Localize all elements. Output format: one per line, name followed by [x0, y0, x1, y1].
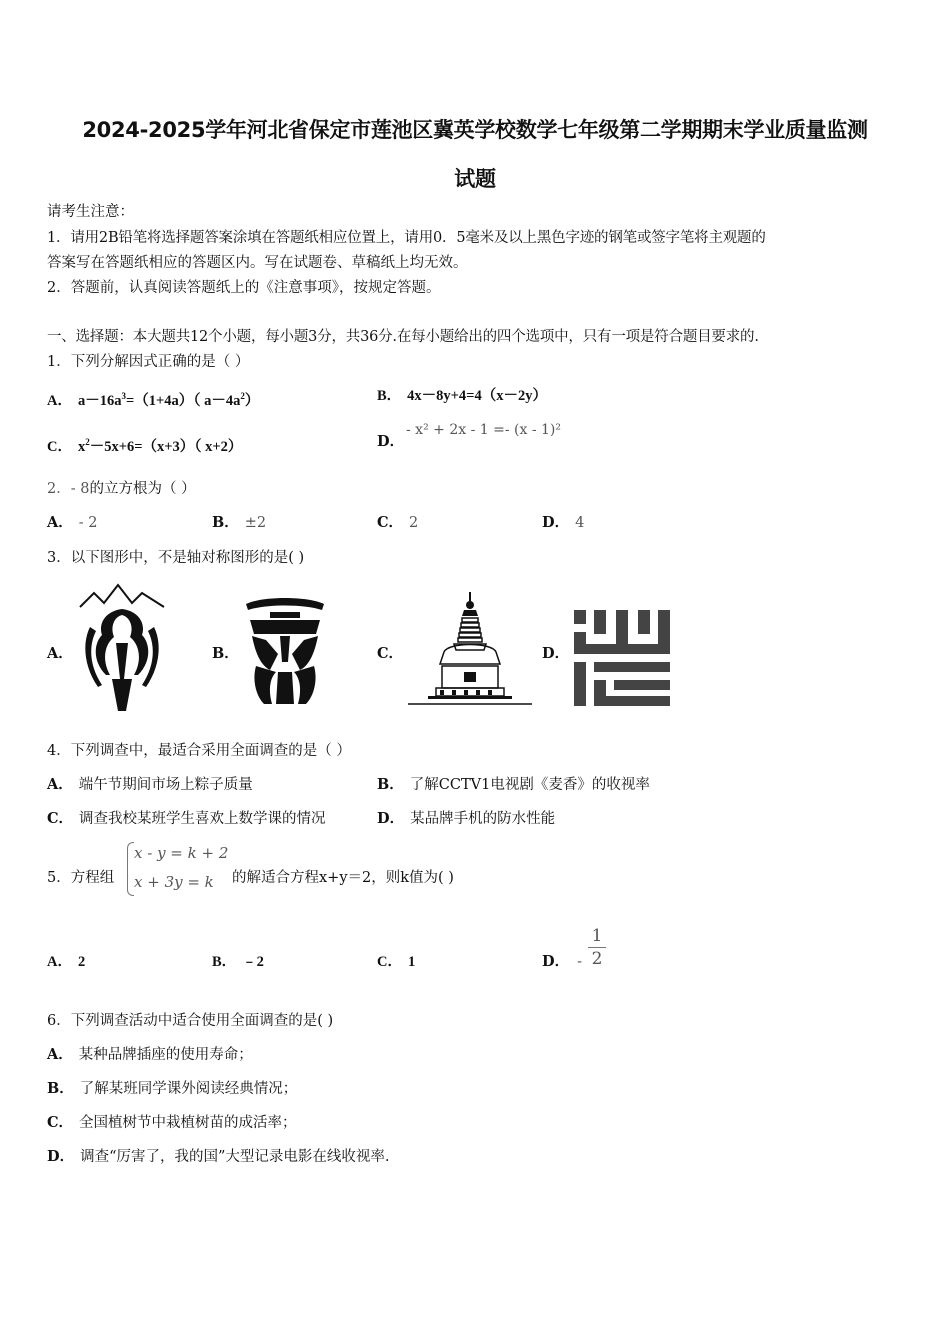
q6-option-b-label: B．	[47, 1080, 74, 1097]
q1-option-a-sup2: 2	[240, 391, 245, 401]
q5-option-b	[212, 952, 264, 972]
q6-option-b	[47, 1079, 297, 1099]
q2-option-d	[542, 513, 584, 533]
q4-option-d	[377, 809, 555, 829]
q4-option-c-label: C．	[47, 810, 74, 827]
q2-stem	[47, 479, 196, 499]
q4-option-c	[47, 809, 326, 829]
q2-option-a	[47, 513, 98, 533]
q3-figure-d	[574, 610, 670, 706]
q1-option-a-post: =（1+4a）（ a－4a	[125, 392, 241, 409]
q1-option-a-end: ）	[244, 392, 260, 409]
q5-option-a	[47, 952, 85, 972]
q1-stem: 1．下列分解因式正确的是（ ）	[47, 354, 250, 370]
q2-option-b-label: B．	[212, 514, 239, 531]
q2-option-c-label: C．	[377, 514, 404, 531]
q2-option-b	[212, 513, 266, 533]
q1-option-c-label: C．	[47, 438, 72, 455]
q6-option-a-text: 某种品牌插座的使用寿命；	[78, 1047, 253, 1063]
q5-option-d-label: D．	[542, 953, 570, 970]
q5-eq1: x - y = k + 2	[134, 844, 229, 862]
q5-eq2: x + 3y = k	[134, 873, 214, 891]
q6-option-d	[47, 1147, 390, 1167]
q1-option-b-text: 4x－8y+4=4（x－2y）	[407, 388, 547, 404]
page-title-line1: 2024-2025学年河北省保定市莲池区冀英学校数学七年级第二学期期末学业质量监测	[82, 118, 868, 142]
q1-option-b	[377, 386, 547, 406]
q5-option-d-denominator: 2	[591, 949, 603, 969]
q3-figure-a	[76, 583, 168, 711]
q4-option-b-text: 了解CCTV1电视剧《麦香》的收视率	[409, 777, 650, 793]
q6-option-a	[47, 1045, 253, 1065]
q2-option-c	[377, 513, 418, 533]
q6-stem: 6．下列调查活动中适合使用全面调查的是( )	[47, 1013, 334, 1029]
q5-option-b-label: B．	[212, 954, 237, 970]
q4-option-c-text: 调查我校某班学生喜欢上数学课的情况	[79, 811, 326, 827]
q5-option-b-text: ﹣2	[242, 954, 264, 970]
q5-option-a-text: 2	[77, 954, 86, 970]
q4-option-a-text: 端午节期间市场上粽子质量	[78, 777, 253, 793]
q2-option-d-label: D．	[542, 514, 570, 531]
q6-option-c-label: C．	[47, 1114, 74, 1131]
q1-option-c-post: －5x+6=（x+3）（ x+2）	[89, 438, 243, 455]
q5-stem: 的解适合方程x+y＝2，则k值为( )	[232, 870, 454, 886]
q2-stem-text: 的立方根为（ ）	[89, 481, 196, 497]
q3-option-b-label: B．	[212, 645, 239, 662]
q3-stem: 3．以下图形中，不是轴对称图形的是( )	[47, 550, 305, 566]
q4-option-b-label: B．	[377, 776, 404, 793]
q1-option-a-sup: 3	[121, 391, 126, 401]
q5-option-c-label: C．	[377, 954, 402, 970]
q5-option-c	[377, 952, 415, 972]
q3-figure-b	[242, 596, 328, 704]
q1-option-d-formula: - x² + 2x - 1 =- (x - 1)²	[406, 422, 561, 438]
q2-option-d-text: 4	[575, 515, 585, 531]
section-heading: 一、选择题：本大题共12个小题，每小题3分，共36分.在每小题给出的四个选项中，只有一项是符合题目要求的.	[47, 329, 759, 345]
notice-heading: 请考生注意：	[47, 204, 134, 220]
q4-option-d-text: 某品牌手机的防水性能	[410, 811, 556, 827]
notice-item-1: 1．请用2B铅笔将选择题答案涂填在答题纸相应位置上，请用0．5毫米及以上黑色字迹的钢笔或签字笔将主观题的	[47, 230, 766, 246]
q2-option-c-text: 2	[409, 515, 419, 531]
q5-num: 5．方程组	[47, 870, 115, 886]
notice-item-1-cont: 答案写在答题纸相应的答题区内。写在试题卷、草稿纸上均无效。	[47, 255, 468, 271]
q5-option-d	[542, 952, 582, 972]
q1-option-a	[47, 386, 259, 411]
q1-option-c-pre: x	[77, 438, 86, 455]
q2-option-b-text: ±2	[244, 515, 267, 531]
q5-option-d-fraction	[588, 926, 606, 969]
q3-option-a-label: A．	[47, 645, 73, 662]
q6-option-d-label: D．	[47, 1148, 75, 1165]
q4-option-a	[47, 775, 253, 795]
q4-option-a-label: A．	[47, 776, 73, 793]
page-title-line2: 试题	[454, 167, 496, 191]
q3-option-d-label: D．	[542, 645, 570, 662]
q6-option-c-text: 全国植树节中栽植树苗的成活率；	[79, 1115, 297, 1131]
q1-option-a-label: A．	[47, 392, 72, 409]
q6-option-d-text: 调查“厉害了，我的国”大型记录电影在线收视率.	[80, 1149, 390, 1165]
q2-num: 2．	[47, 481, 71, 497]
q1-option-a-pre: a－16a	[77, 392, 122, 409]
q4-option-b	[377, 775, 650, 795]
q3-figure-c	[408, 592, 532, 706]
q5-option-d-sign: -	[577, 954, 582, 970]
q3-option-c-label: C．	[377, 645, 404, 662]
q5-option-a-label: A．	[47, 954, 72, 970]
q5-option-d-numerator: 1	[591, 926, 603, 946]
q2-option-a-label: A．	[47, 514, 73, 531]
q4-option-d-label: D．	[377, 810, 405, 827]
q2-option-a-text: - 2	[78, 515, 98, 531]
q1-option-b-label: B．	[377, 388, 402, 404]
q1-option-c	[47, 432, 242, 457]
q6-option-c	[47, 1113, 297, 1133]
q5-option-c-text: 1	[407, 954, 416, 970]
q1-option-d-label: D．	[377, 433, 405, 450]
notice-item-2: 2．答题前，认真阅读答题纸上的《注意事项》，按规定答题。	[47, 280, 441, 296]
q6-option-a-label: A．	[47, 1046, 73, 1063]
q4-stem: 4．下列调查中，最适合采用全面调查的是（ ）	[47, 743, 351, 759]
q5-option-d-fraction-bar	[588, 947, 606, 948]
q1-option-c-sup: 2	[85, 437, 90, 447]
q5-brace	[127, 842, 134, 896]
q2-math: - 8	[70, 481, 90, 497]
q6-option-b-text: 了解某班同学课外阅读经典情况；	[79, 1081, 298, 1097]
